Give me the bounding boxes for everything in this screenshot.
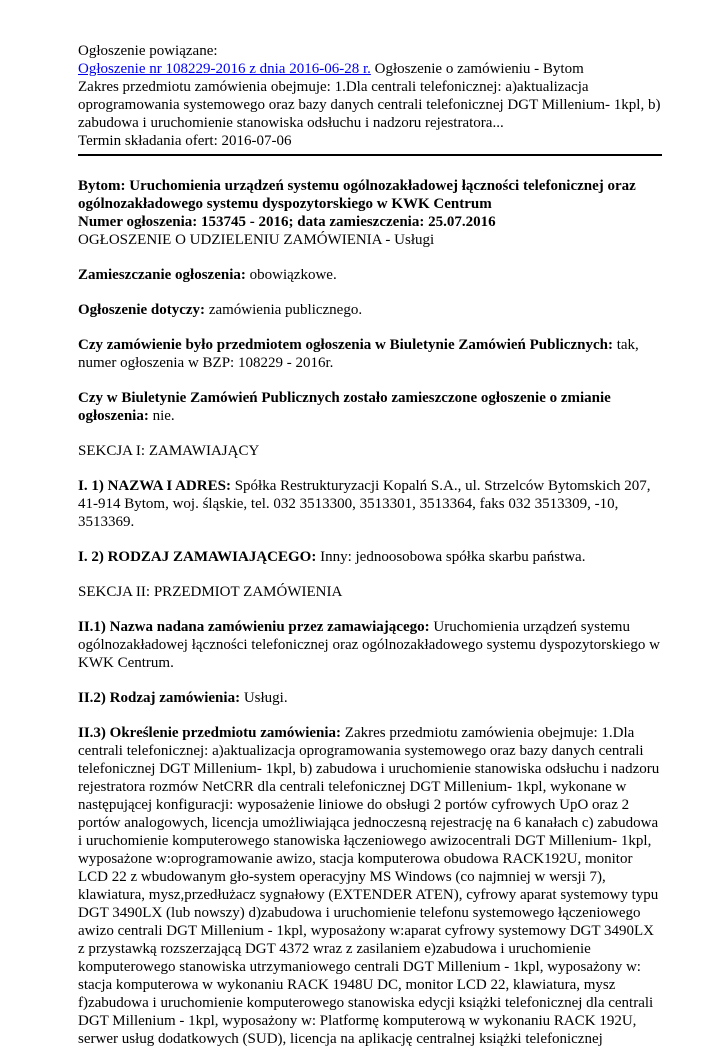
contracting-authority-address: [78, 477, 662, 531]
notice-header: [78, 177, 662, 249]
contract-name-label: II.1) Nazwa nadana zamówieniu przez zamawiającego:: [78, 619, 430, 635]
section1-heading: SEKCJA I: ZAMAWIAJĄCY: [78, 443, 260, 459]
notice-type: OGŁOSZENIE O UDZIELENIU ZAMÓWIENIA - Usługi: [78, 232, 435, 248]
change-label: Czy w Biuletynie Zamówień Publicznych zostało zamieszczone ogłoszenie o zmianie ogłoszenia:: [78, 390, 611, 424]
notice-title: Bytom: Uruchomienia urządzeń systemu ogólnozakładowej łączności telefonicznej oraz ogólnozakładowego systemu dyspozytorskiego w KWK Centrum: [78, 178, 636, 212]
related-summary: Zakres przedmiotu zamówienia obejmuje: 1.Dla centrali telefonicznej: a)aktualizacja oprogramowania systemowego oraz bazy danych centrali telefonicznej DGT Millenium- 1kpl, b) zabudowa i uruchomienie stanowiska odsłuchu i nadzoru rejestratora...: [78, 79, 661, 131]
notice-page: [78, 42, 662, 1048]
contract-scope-value: Zakres przedmiotu zamówienia obejmuje: 1.Dla centrali telefonicznej: a)aktualizacja oprogramowania systemowego oraz bazy danych centrali telefonicznej DGT Millenium- 1kpl, b) zabudowa i uruchomienie stanowiska odsłuchu i nadzoru rejestratora rozmów NetCRR dla centrali telefonicznej DGT Millenium- 1kpl, wykonane w następującej konfiguracji: wyposażenie liniowe do obsługi 2 portów cyfrowych UpO oraz 2 portów analogowych, licencja umożliwiająca jednoczesną rejestrację na 6 kanałach c) zabudowa i uruchomienie komputerowego stanowiska łączeniowego awizocentrali DGT Millenium- 1kpl, wyposażone w:oprogramowanie awizo, stacja komputerowa obudowa RACK192U, monitor LCD 22 z wbudowanym gło-system operacyjny MS Windows (co najmniej w wersji 7), klawiatura, mysz,przedłużacz sygnałowy (EXTENDER ATEN), cyfrowy aparat systemowy typu DGT 3490LX (lub nowszy) d)zabudowa i uruchomienie telefonu systemowego łączeniowego awizo centrali DGT Millenium - 1kpl, wyposażony w:aparat cyfrowy systemowy DGT 3490LX z przystawką rozszerzającą DGT 4372 wraz z zasilaniem e)zabudowa i uruchomienie komputerowego stanowiska utrzymaniowego centrali DGT Millenium - 1kpl, wyposażony w: stacja komputerowa w wykonaniu RACK 1948U DC, monitor LCD 22, klawiatura, mysz f)zabudowa i uruchomienie komputerowego stanowiska edycji książki telefonicznej dla centrali DGT Millenium - 1kpl, wyposażony w: Platformę komputerową w wykonaniu RACK 192U, serwer usług dodatkowych (SUD), licencja na aplikację centralnej książki telefonicznej: [78, 725, 660, 1047]
change-value: nie.: [148, 408, 175, 424]
address-value: Spółka Restrukturyzacji Kopalń S.A., ul. Strzelców Bytomskich 207, 41-914 Bytom, woj. śląskie, tel. 032 3513300, 3513301, 3513364, faks 032 3513309, -10, 3513369.: [78, 478, 651, 530]
contract-scope-label: II.3) Określenie przedmiotu zamówienia:: [78, 725, 342, 741]
authority-type-label: I. 2) RODZAJ ZAMAWIAJĄCEGO:: [78, 549, 317, 565]
address-label: I. 1) NAZWA I ADRES:: [78, 478, 231, 494]
related-heading: Ogłoszenie powiązane:: [78, 43, 218, 59]
related-link-line: [78, 60, 662, 78]
related-notice-link[interactable]: Ogłoszenie nr 108229-2016 z dnia 2016-06-28 r.: [78, 61, 371, 77]
contract-scope: [78, 724, 662, 1048]
concerns-label: Ogłoszenie dotyczy:: [78, 302, 206, 318]
concerns-field: [78, 301, 662, 319]
bzp-value: tak, numer ogłoszenia w BZP: 108229 - 2016r.: [78, 337, 639, 371]
notice-number: Numer ogłoszenia: 153745 - 2016; data zamieszczenia: 25.07.2016: [78, 214, 496, 230]
concerns-value: zamówienia publicznego.: [205, 302, 363, 318]
authority-type-value: Inny: jednoosobowa spółka skarbu państwa.: [316, 549, 586, 565]
related-link-suffix: Ogłoszenie o zamówieniu - Bytom: [370, 61, 584, 77]
contract-kind: [78, 689, 662, 707]
placement-field: [78, 266, 662, 284]
placement-value: obowiązkowe.: [245, 267, 337, 283]
placement-label: Zamieszczanie ogłoszenia:: [78, 267, 246, 283]
related-deadline: Termin składania ofert: 2016-07-06: [78, 133, 292, 149]
bzp-label: Czy zamówienie było przedmiotem ogłoszenia w Biuletynie Zamówień Publicznych:: [78, 337, 613, 353]
contract-name-value: Uruchomienia urządzeń systemu ogólnozakładowej łączności telefonicznej oraz ogólnozakładowego systemu dyspozytorskiego w KWK Centrum.: [78, 619, 660, 671]
bzp-field: [78, 336, 662, 372]
divider: [78, 154, 662, 156]
contracting-authority-type: [78, 548, 662, 566]
change-field: [78, 389, 662, 425]
contract-kind-label: II.2) Rodzaj zamówienia:: [78, 690, 241, 706]
contract-kind-value: Usługi.: [240, 690, 288, 706]
contract-name: [78, 618, 662, 672]
section2-heading: SEKCJA II: PRZEDMIOT ZAMÓWIENIA: [78, 584, 343, 600]
